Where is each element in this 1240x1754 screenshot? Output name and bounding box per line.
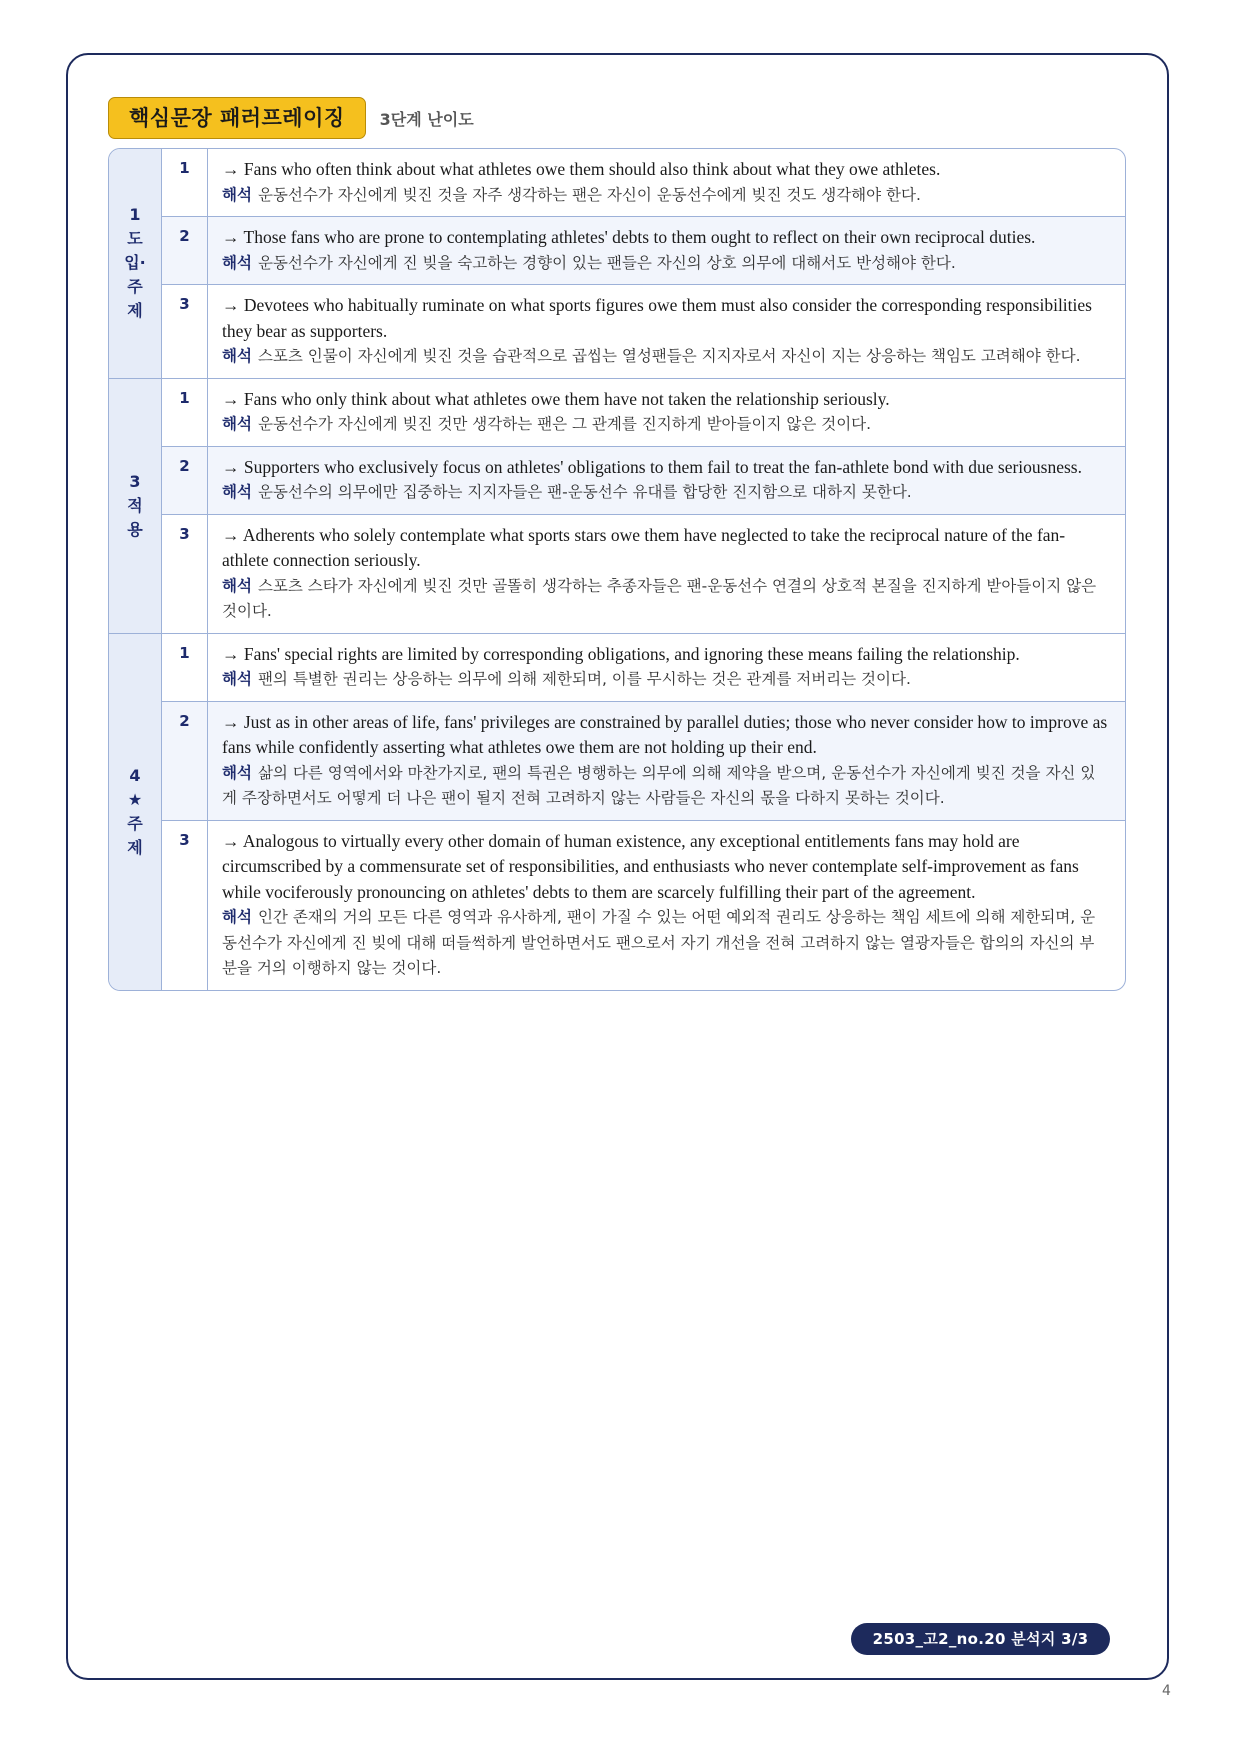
translation-text: 인간 존재의 거의 모든 다른 영역과 유사하게, 팬이 가질 수 있는 어떤 예외적 권리도 상응하는 책임 세트에 의해 제한되며, 운동선수가 자신에게 진 빚에 대해 떠들썩하게 발언하면서도 팬으로서 자기 개선을 전혀 고려하지 않는 열광자들은 합의의 자신의 부분을 거의 이행하지 않는 것이다. (222, 908, 1096, 977)
translation-label: 해석 (222, 763, 252, 782)
group-label-char: 3 (129, 471, 141, 491)
table-row (162, 514, 1125, 633)
translation-text: 삶의 다른 영역에서와 마찬가지로, 팬의 특권은 병행하는 의무에 의해 제약을 받으며, 운동선수가 자신에게 빚진 것을 자신 있게 주장하면서도 어떻게 더 나은 팬이 될지 전혀 고려하지 않는 사람들은 자신의 몫을 다하지 못하는 것이다. (222, 763, 1096, 807)
group-label-char: 주 (127, 277, 143, 297)
group-label-text (127, 764, 142, 860)
page-number: 4 (1162, 1683, 1171, 1699)
group-rows (162, 634, 1125, 990)
korean-translation (222, 251, 1109, 277)
english-sentence: → Adherents who solely contemplate what sports stars owe them have neglected to take the reciprocal nature of the fan-athlete connection seriously. (222, 524, 1066, 570)
translation-text: 운동선수가 자신에게 빚진 것을 자주 생각하는 팬은 자신이 운동선수에게 빚진 것도 생각해야 한다. (257, 185, 921, 204)
row-number: 2 (162, 702, 208, 820)
translation-label: 해석 (222, 908, 252, 926)
korean-translation (222, 480, 1109, 506)
korean-translation (222, 667, 1109, 693)
section-header (108, 97, 474, 139)
english-sentence: → Analogous to virtually every other domain of human existence, any exceptional entitlements fans may hold are circumscribed by a commensurate set of responsibilities, and enthusiasts who never contemplate self-improvement as fans while vociferously pronouncing on athletes' debts to them are scarcely fulfilling their part of the agreement. (222, 830, 1079, 902)
group-3 (109, 633, 1125, 990)
table-row (162, 446, 1125, 514)
row-number: 1 (162, 149, 208, 216)
translation-label: 해석 (222, 483, 252, 501)
group-label-char: 제 (127, 301, 143, 321)
footer-badge: 2503_고2_no.20 분석지 3/3 (851, 1623, 1110, 1655)
group-label-char: 1 (129, 205, 141, 225)
group-label (109, 379, 162, 633)
group-label-text (124, 203, 146, 323)
group-label-char: 입· (124, 253, 146, 273)
table-row (162, 149, 1125, 216)
korean-translation (222, 344, 1109, 370)
english-sentence: → Supporters who exclusively focus on athletes' obligations to them fail to treat the fan-athlete bond with due seriousness. (222, 456, 1082, 477)
translation-text: 팬의 특별한 권리는 상응하는 의무에 의해 제한되며, 이를 무시하는 것은 관계를 저버리는 것이다. (257, 670, 911, 688)
english-sentence: → Just as in other areas of life, fans' privileges are constrained by parallel duties; those who never consider how to improve as fans while confidently asserting what athletes owe them are not holding up their end. (222, 711, 1108, 757)
group-rows (162, 149, 1125, 378)
section-title: 핵심문장 패러프레이징 (108, 97, 366, 139)
row-number: 1 (162, 634, 208, 701)
row-number: 3 (162, 285, 208, 378)
group-label-text (127, 470, 142, 542)
korean-translation (222, 905, 1109, 982)
row-content (208, 447, 1125, 514)
english-sentence: → Fans who often think about what athletes owe them should also think about what they owe athletes. (222, 159, 941, 179)
translation-label: 해석 (222, 253, 252, 272)
row-content (208, 702, 1125, 820)
table-row (162, 701, 1125, 820)
group-label (109, 634, 162, 990)
group-label-char: 제 (127, 837, 143, 857)
translation-label: 해석 (222, 415, 252, 433)
group-label-char: ★ (127, 789, 143, 809)
row-number: 2 (162, 217, 208, 284)
translation-text: 스포츠 스타가 자신에게 빚진 것만 골똘히 생각하는 추종자들은 팬-운동선수 연결의 상호적 본질을 진지하게 받아들이지 않은 것이다. (222, 576, 1097, 620)
row-content (208, 634, 1125, 701)
english-sentence: → Devotees who habitually ruminate on what sports figures owe them must also consider the corresponding responsibilities they bear as supporters. (222, 295, 1092, 341)
table-row (162, 634, 1125, 701)
translation-text: 운동선수가 자신에게 빚진 것만 생각하는 팬은 그 관계를 진지하게 받아들이지 않은 것이다. (257, 415, 872, 433)
group-label-char: 적 (127, 495, 143, 515)
group-label (109, 149, 162, 378)
korean-translation (222, 412, 1109, 438)
row-content (208, 217, 1125, 284)
group-label-char: 4 (129, 765, 141, 785)
table-row (162, 284, 1125, 378)
table-row (162, 820, 1125, 990)
table-row (162, 216, 1125, 284)
translation-text: 스포츠 인물이 자신에게 빚진 것을 습관적으로 곱씹는 열성팬들은 지지자로서 자신이 지는 상응하는 책임도 고려해야 한다. (257, 347, 1081, 365)
group-1 (109, 149, 1125, 378)
group-rows (162, 379, 1125, 633)
korean-translation (222, 574, 1109, 625)
difficulty-label: 3단계 난이도 (379, 109, 474, 129)
translation-label: 해석 (222, 670, 252, 688)
english-sentence: → Those fans who are prone to contemplating athletes' debts to them ought to reflect on their own reciprocal duties. (222, 227, 1036, 247)
row-content (208, 149, 1125, 216)
row-number: 3 (162, 821, 208, 990)
group-label-char: 주 (127, 813, 143, 833)
korean-translation (222, 761, 1109, 812)
translation-label: 해석 (222, 185, 252, 204)
english-sentence: → Fans who only think about what athletes owe them have not taken the relationship seriously. (222, 388, 890, 409)
paraphrase-table (108, 148, 1126, 991)
translation-text: 운동선수가 자신에게 진 빚을 숙고하는 경향이 있는 팬들은 자신의 상호 의무에 대해서도 반성해야 한다. (257, 253, 956, 272)
row-content (208, 821, 1125, 990)
table-row (162, 379, 1125, 446)
group-label-char: 도 (127, 229, 143, 249)
row-number: 2 (162, 447, 208, 514)
row-content (208, 285, 1125, 378)
row-content (208, 379, 1125, 446)
translation-label: 해석 (222, 347, 252, 365)
row-number: 3 (162, 515, 208, 633)
translation-text: 운동선수의 의무에만 집중하는 지지자들은 팬-운동선수 유대를 합당한 진지함으로 대하지 못한다. (257, 483, 912, 501)
english-sentence: → Fans' special rights are limited by corresponding obligations, and ignoring these means failing the relationship. (222, 643, 1020, 664)
korean-translation (222, 183, 1109, 209)
group-label-char: 용 (127, 519, 143, 539)
group-2 (109, 378, 1125, 633)
translation-label: 해석 (222, 576, 252, 595)
row-number: 1 (162, 379, 208, 446)
row-content (208, 515, 1125, 633)
